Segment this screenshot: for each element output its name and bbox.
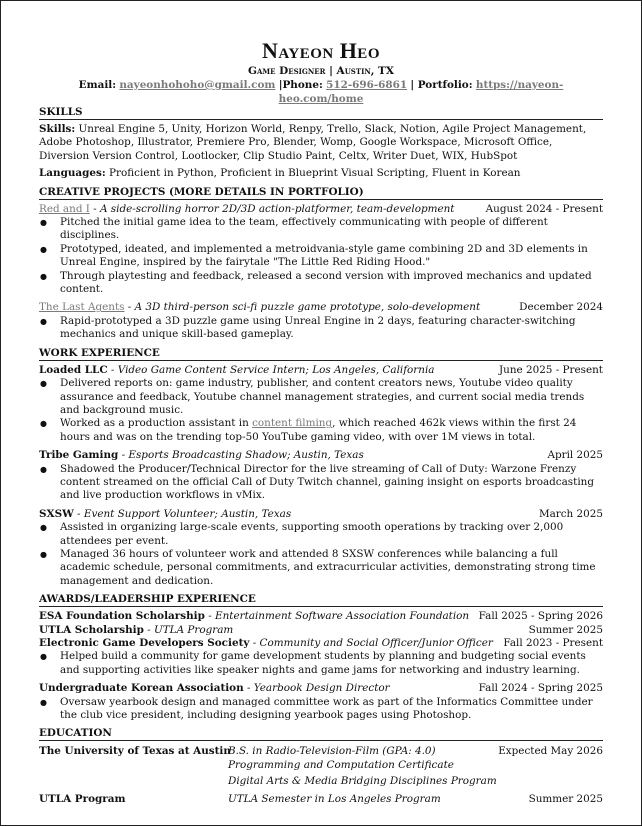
- bullet-text: Worked as a production assistant in: [60, 417, 253, 430]
- bullet-text: , which reached 462k views within the first 24 hours and was on the trending top-50 YouTube gaming video, with over 1M views in total.: [60, 417, 577, 443]
- list-item: ● Through playtesting and feedback, released a second version with improved mechanics and updated content.: [39, 270, 603, 297]
- languages-line: [39, 167, 603, 180]
- list-item: ● Shadowed the Producer/Technical Director for the live streaming of Call of Duty: Warzone Frenzy content streamed on the official Call of Duty Twitch channel, gaining insight on esports broadcasting and live production workflows in vMix.: [39, 463, 603, 503]
- job-role: - Esports Broadcasting Shadow; Austin, Texas: [118, 449, 364, 462]
- award-role: - Yearbook Design Director: [243, 682, 390, 695]
- job-date: March 2025: [538, 507, 603, 520]
- job-date: June 2025 - Present: [498, 363, 603, 376]
- phone-link[interactable]: 512-696-6861: [326, 79, 408, 91]
- project-last-agents: [39, 301, 603, 341]
- award-role: - Community and Social Officer/Junior Officer: [249, 637, 493, 649]
- education-date: Expected May 2026: [498, 745, 603, 758]
- skills-text: Unreal Engine 5, Unity, Horizon World, Renpy, Trello, Slack, Notion, Agile Project Management, Adobe Photoshop, Illustrator, Premiere Pro, Blender, Womp, Google Workspace, Microsoft Office, Diversion Version Control, Lootlocker, Clip Studio Paint, Celtx, Writer Duet, WIX, HubSpot: [39, 123, 587, 162]
- list-item: ● Assisted in organizing large-scale events, supporting smooth operations by tracking over 2,000 attendees per event.: [39, 521, 603, 548]
- project-date: December 2024: [519, 301, 603, 314]
- job-role: - Event Support Volunteer; Austin, Texas: [73, 507, 292, 520]
- job-org: SXSW: [39, 507, 74, 520]
- languages-text: Proficient in Python, Proficient in Blueprint Visual Scripting, Fluent in Korean: [109, 167, 521, 180]
- school-name: The University of Texas at Austin: [39, 745, 231, 758]
- skills-heading: SKILLS: [39, 106, 603, 120]
- project-desc: - A side-scrolling horror 2D/3D action-platformer, team-development: [89, 202, 455, 215]
- certificate: Digital Arts & Media Bridging Disciplines Program: [228, 775, 497, 788]
- school-name: UTLA Program: [39, 792, 126, 805]
- awards-heading: AWARDS/LEADERSHIP EXPERIENCE: [39, 593, 603, 607]
- list-item: ● Helped build a community for game development students by planning and budgeting social events and supporting activities like speaker nights and game jams for networking and industry learning.: [39, 650, 603, 677]
- job-sxsw: [39, 508, 603, 588]
- education-date: Summer 2025: [528, 792, 603, 805]
- award-utla: [39, 624, 603, 637]
- certificate: Programming and Computation Certificate: [228, 758, 454, 771]
- job-date: April 2025: [547, 449, 603, 462]
- award-org: UTLA Scholarship: [39, 623, 144, 636]
- project-desc: - A 3D third-person sci-fi puzzle game prototype, solo-development: [124, 301, 481, 314]
- job-loaded-llc: [39, 364, 603, 444]
- skills-list: [39, 123, 603, 163]
- award-egds: [39, 637, 603, 677]
- list-item: ● Delivered reports on: game industry, publisher, and content creators news, Youtube video quality assurance and feedback, Youtube channel management strategies, and current social media trends and background music.: [39, 377, 603, 417]
- project-title[interactable]: The Last Agents: [39, 301, 125, 314]
- languages-label: Languages:: [39, 167, 106, 180]
- project-date: August 2024 - Present: [485, 202, 603, 215]
- degree: B.S. in Radio-Television-Film (GPA: 4.0): [228, 745, 436, 758]
- project-red-and-i: [39, 203, 603, 297]
- job-tribe-gaming: [39, 449, 603, 503]
- phone-label: |Phone:: [278, 79, 323, 91]
- award-org: ESA Foundation Scholarship: [39, 610, 205, 623]
- job-org: Loaded LLC: [39, 363, 108, 376]
- candidate-name: Nayeon Heo: [262, 38, 380, 63]
- award-esa: [39, 610, 603, 623]
- content-filming-link[interactable]: content filming: [252, 417, 333, 430]
- work-heading: WORK EXPERIENCE: [39, 347, 603, 361]
- job-role: - Video Game Content Service Intern; Los Angeles, California: [107, 363, 435, 376]
- project-title[interactable]: Red and I: [39, 202, 90, 215]
- contact-line: [39, 78, 603, 106]
- portfolio-label: | Portfolio:: [410, 79, 473, 91]
- list-item: ● Prototyped, ideated, and implemented a metroidvania-style game combining 2D and 3D elements in Unreal Engine, inspired by the fairytale "The Little Red Riding Hood.": [39, 243, 603, 270]
- education-heading: EDUCATION: [39, 727, 603, 741]
- email-label: Email:: [78, 79, 117, 91]
- award-date: Fall 2025 - Spring 2026: [478, 610, 603, 623]
- list-item: ● Rapid-prototyped a 3D puzzle game using Unreal Engine in 2 days, featuring character-switching mechanics and unique skill-based gameplay.: [39, 315, 603, 342]
- education-utla: [39, 793, 603, 806]
- candidate-subtitle: Game Designer | Austin, TX: [247, 65, 395, 77]
- award-date: Fall 2023 - Present: [503, 637, 603, 649]
- award-uka: [39, 682, 603, 722]
- award-org: Electronic Game Developers Society: [39, 637, 250, 649]
- award-date: Fall 2024 - Spring 2025: [478, 682, 603, 695]
- list-item: ● Managed 36 hours of volunteer work and attended 8 SXSW conferences while balancing a full academic schedule, personal commitments, and extracurricular activities, demonstrating strong time management and dedication.: [39, 548, 603, 588]
- list-item: ● Pitched the initial game idea to the team, effectively communicating with people of different disciplines.: [39, 216, 603, 243]
- portfolio-link[interactable]: https://nayeon-heo.com/home: [278, 79, 564, 105]
- email-link[interactable]: nayeonhohoho@gmail.com: [119, 79, 276, 91]
- education-ut: [39, 745, 603, 788]
- award-role: - Entertainment Software Association Foundation: [204, 610, 470, 623]
- degree: UTLA Semester in Los Angeles Program: [228, 792, 441, 805]
- job-org: Tribe Gaming: [39, 449, 119, 462]
- award-role: - UTLA Program: [143, 623, 234, 636]
- projects-heading: CREATIVE PROJECTS (MORE DETAILS IN PORTFOLIO): [39, 186, 603, 200]
- list-item: ● Oversaw yearbook design and managed committee work as part of the Informatics Committee under the club vice president, including designing yearbook pages using Photoshop.: [39, 696, 603, 723]
- award-org: Undergraduate Korean Association: [39, 682, 244, 695]
- award-date: Summer 2025: [528, 623, 603, 636]
- list-item: [39, 417, 603, 444]
- skills-label: Skills:: [39, 123, 76, 135]
